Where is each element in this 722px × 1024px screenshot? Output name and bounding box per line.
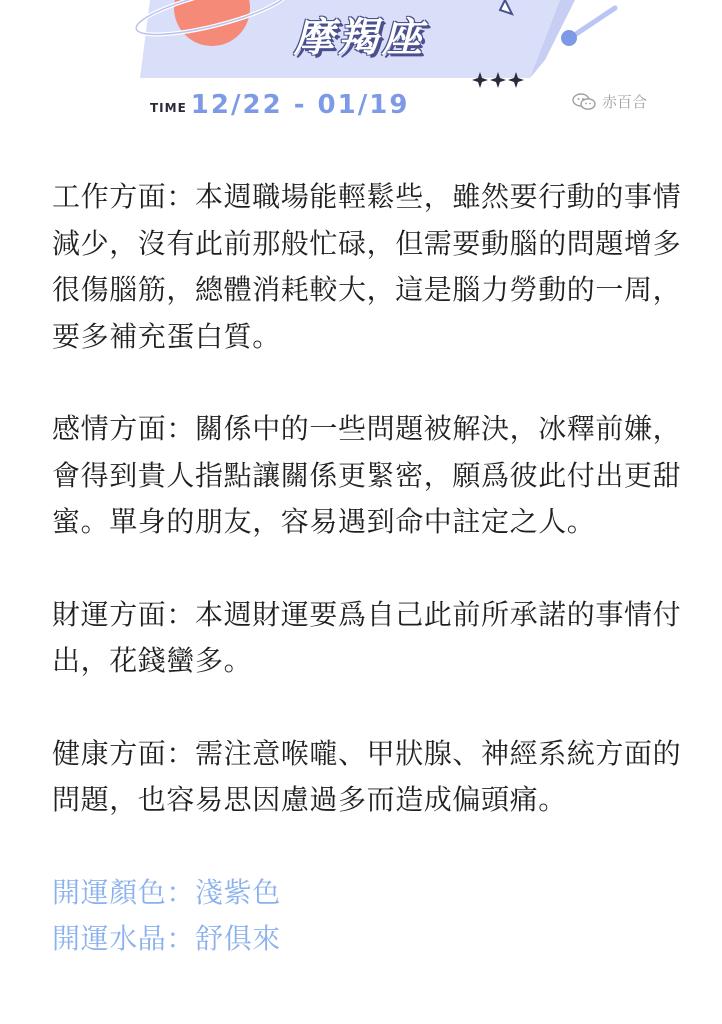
love-section: 感情方面：關係中的一些問題被解決，冰釋前嫌，會得到貴人指點讓關係更緊密，願爲彼此付出更甜蜜。單身的朋友，容易遇到命中註定之人。 <box>52 412 682 538</box>
zodiac-sign-title: 摩羯座 <box>294 15 426 61</box>
horoscope-content <box>52 174 682 963</box>
time-label: TIME <box>150 101 187 115</box>
header-banner <box>0 0 722 130</box>
date-row <box>150 86 409 120</box>
wechat-icon <box>572 93 596 111</box>
comet-tail <box>570 8 615 38</box>
lucky-color: 開運顏色：淺紫色 <box>52 875 281 909</box>
lucky-crystal: 開運水晶：舒俱來 <box>52 922 281 955</box>
date-range: 12/22 - 01/19 <box>190 90 410 120</box>
wealth-section: 財運方面：本週財運要爲自己此前所承諾的事情付出，花錢蠻多。 <box>52 597 682 677</box>
watermark-text: 赤百合 <box>602 93 648 111</box>
watermark <box>572 91 647 112</box>
sparkle-stars-icon <box>472 72 524 88</box>
health-section: 健康方面：需注意喉嚨、甲狀腺、神經系統方面的問題，也容易思因慮過多而造成偏頭痛。 <box>52 736 682 816</box>
work-section: 工作方面：本週職場能輕鬆些，雖然要行動的事情減少，沒有此前那般忙碌，但需要動腦的問題增多很傷腦筋，總體消耗較大，這是腦力勞動的一周，要多補充蛋白質。 <box>52 180 682 353</box>
comet-icon <box>561 30 577 46</box>
